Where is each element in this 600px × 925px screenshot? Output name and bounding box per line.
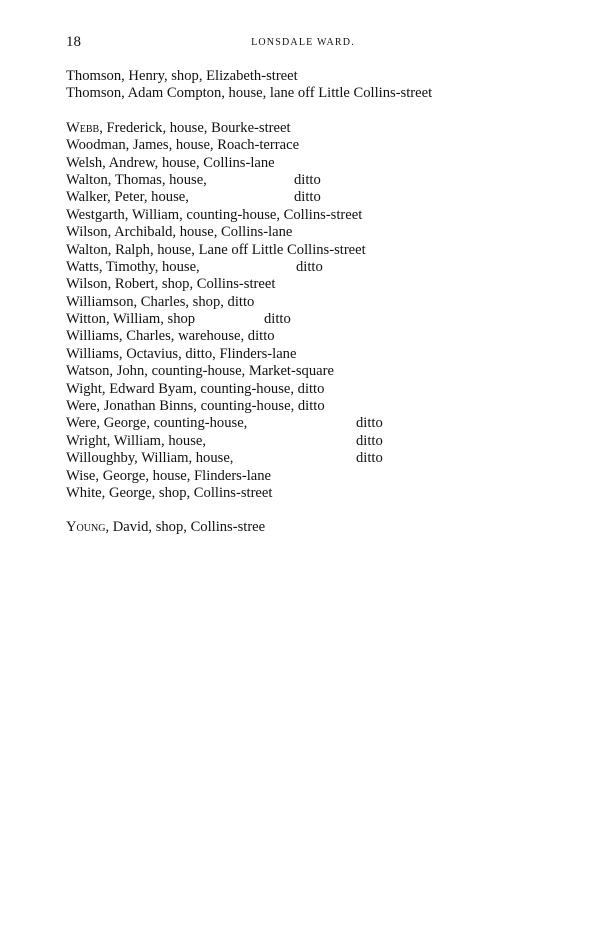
list-item: [66, 415, 536, 432]
list-item: Williamson, Charles, shop, ditto: [66, 293, 255, 310]
directory-list: [66, 68, 536, 554]
entry-text: Witton, William, shop: [66, 311, 196, 328]
list-item: [66, 311, 536, 328]
list-item: [66, 450, 536, 467]
surname: Young: [66, 519, 106, 536]
page-number: 18: [66, 34, 81, 50]
entry-text: Wright, William, house,: [66, 432, 207, 449]
entry-text: Were, George, counting-house,: [66, 415, 248, 432]
list-item: [66, 259, 536, 276]
ditto-mark: ditto: [296, 258, 323, 275]
ditto-mark: ditto: [294, 189, 321, 206]
entry-rest: , David, shop, Collins-stree: [105, 519, 266, 536]
list-item: Williams, Octavius, ditto, Flinders-lane: [66, 345, 297, 362]
list-item: [66, 519, 536, 536]
group-t: [66, 68, 536, 103]
list-item: [66, 120, 536, 137]
running-title: LONSDALE WARD.: [251, 37, 355, 48]
ditto-mark: ditto: [356, 415, 383, 432]
list-item: Woodman, James, house, Roach-terrace: [66, 137, 300, 154]
entry-text: Willoughby, William, house,: [66, 450, 234, 467]
ditto-mark: ditto: [356, 450, 383, 467]
surname: Webb: [66, 119, 100, 136]
list-item: [66, 189, 536, 206]
list-item: Wilson, Robert, shop, Collins-street: [66, 276, 276, 293]
entry-text: Walton, Thomas, house,: [66, 171, 207, 188]
list-item: Westgarth, William, counting-house, Collins-street: [66, 206, 363, 223]
group-y: [66, 519, 536, 536]
ditto-mark: ditto: [294, 171, 321, 188]
list-item: Wight, Edward Byam, counting-house, ditto: [66, 380, 325, 397]
ditto-mark: ditto: [356, 432, 383, 449]
entry-rest: , Frederick, house, Bourke-street: [99, 119, 291, 136]
list-item: Watson, John, counting-house, Market-square: [66, 363, 334, 380]
group-w: [66, 120, 536, 503]
entry-text: Walker, Peter, house,: [66, 189, 189, 206]
list-item: Thomson, Henry, shop, Elizabeth-street: [66, 68, 298, 84]
ditto-mark: ditto: [264, 311, 291, 328]
list-item: [66, 172, 536, 189]
list-item: Williams, Charles, warehouse, ditto: [66, 328, 275, 345]
list-item: Walton, Ralph, house, Lane off Little Collins-street: [66, 241, 366, 258]
list-item: Wilson, Archibald, house, Collins-lane: [66, 224, 293, 241]
list-item: Thomson, Adam Compton, house, lane off Little Collins-street: [66, 85, 433, 102]
list-item: Welsh, Andrew, house, Collins-lane: [66, 154, 275, 171]
page-header: [66, 34, 540, 52]
list-item: Wise, George, house, Flinders-lane: [66, 467, 272, 484]
list-item: Were, Jonathan Binns, counting-house, ditto: [66, 398, 325, 415]
list-item: [66, 433, 536, 450]
entry-text: Watts, Timothy, house,: [66, 258, 200, 275]
list-item: White, George, shop, Collins-street: [66, 484, 273, 501]
